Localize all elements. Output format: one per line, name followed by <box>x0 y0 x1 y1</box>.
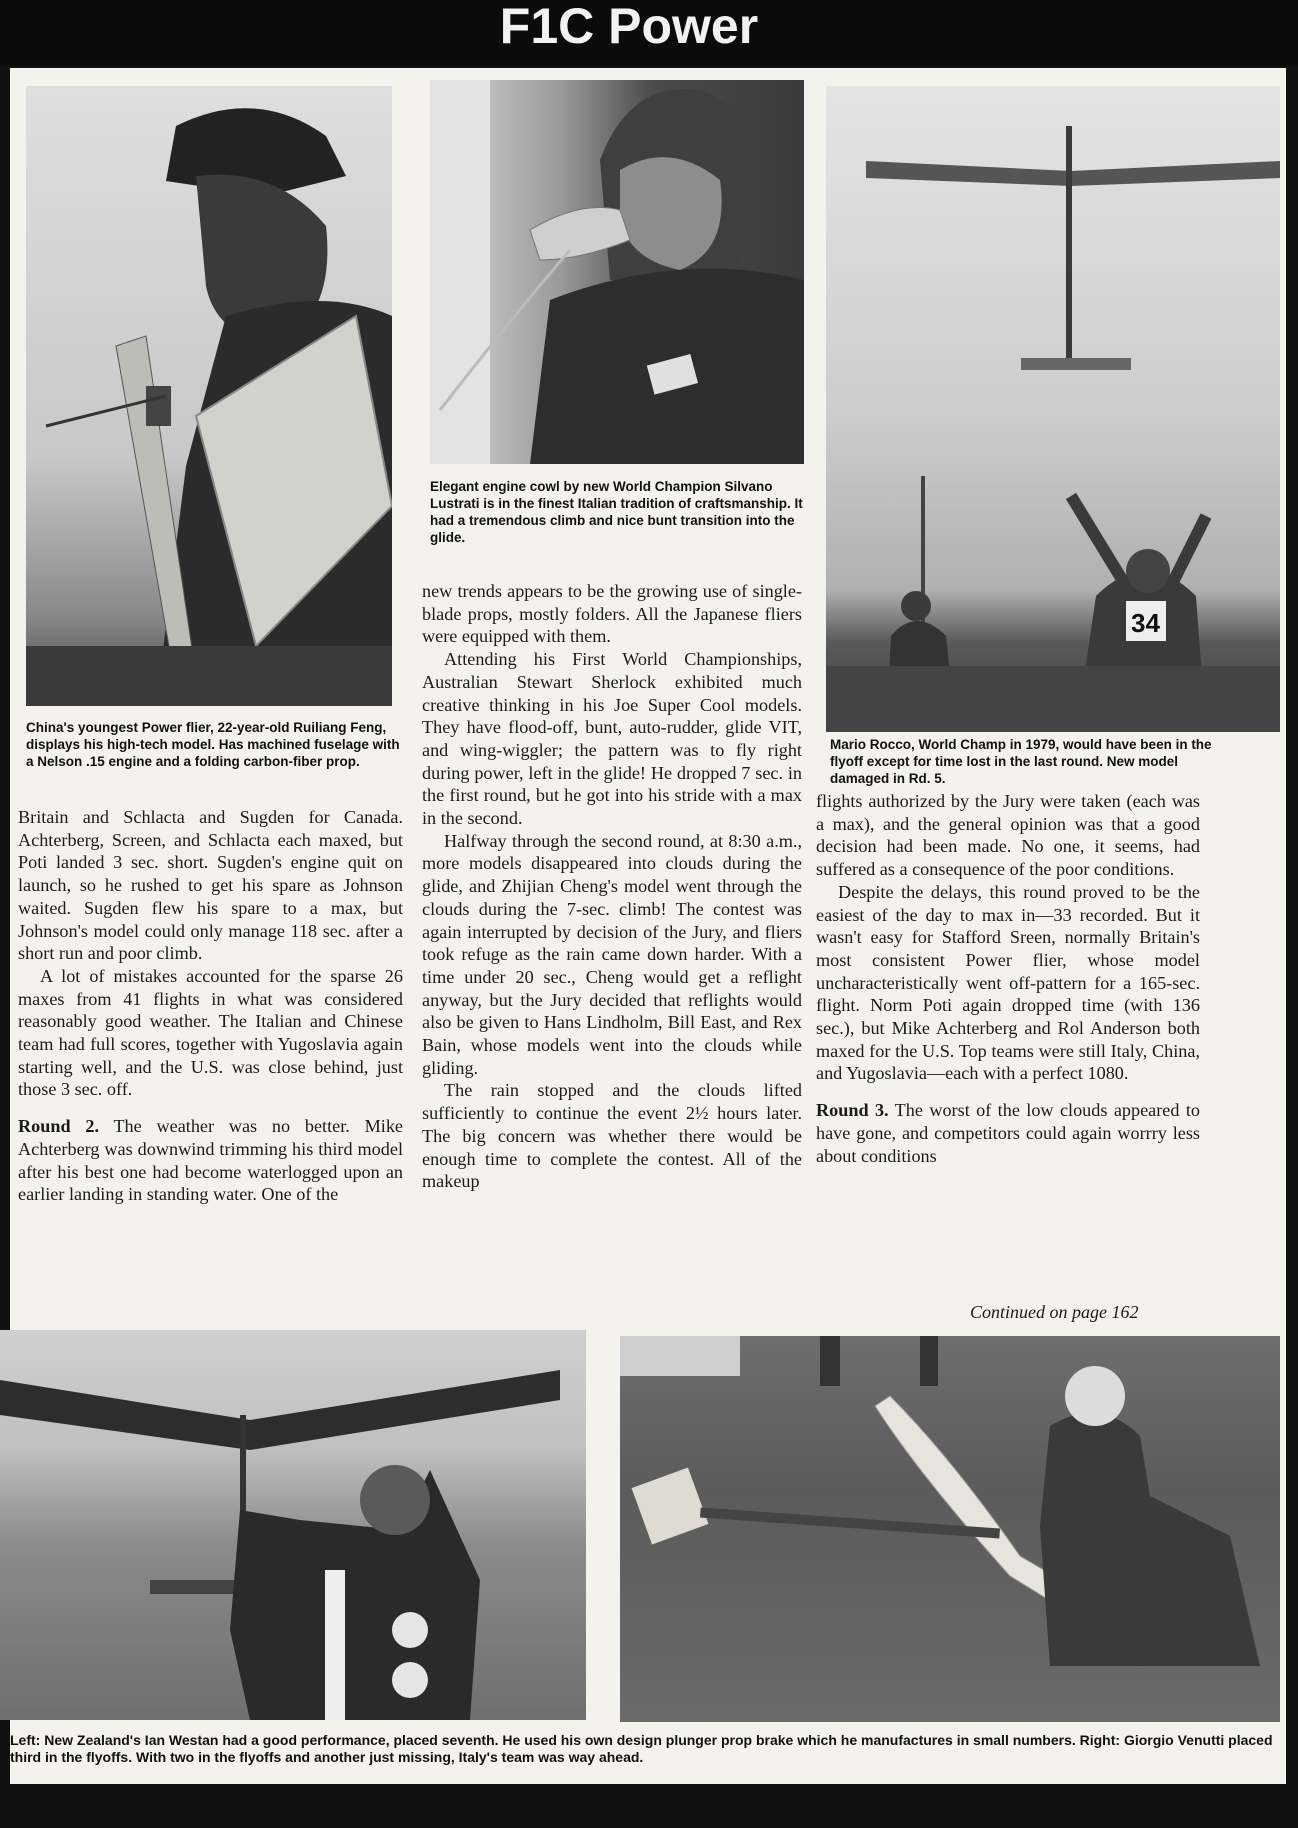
article-column-2 <box>422 580 802 1193</box>
article-column-1 <box>18 806 403 1206</box>
paragraph: Attending his First World Championships, Australian Stewart Sherlock exhibited much creative thinking in his Joe Super Cool models. They have flood-off, bunt, auto-rudder, glide VIT, and wing-wiggler; the pattern was to fly right during power, left in the glide! He dropped 7 sec. in the first round, but he got into his stride with a max in the second. <box>422 649 802 829</box>
paragraph-round-2 <box>18 1115 403 1206</box>
paragraph: flights authorized by the Jury were taken (each was a max), and the general opinion was that a good decision had been made. No one, it seems, had suffered as a consequence of the poor conditions. <box>816 791 1200 880</box>
paragraph: Britain and Schlacta and Sugden for Canada. Achterberg, Screen, and Schlacta each maxed, but Poti landed 3 sec. short. Sugden's engine quit on launch, so he rushed to get his spare as Johnson waited. Sugden flew his spare to a max, but Johnson's model could only manage 118 sec. after a short run and poor climb. <box>18 807 403 964</box>
subhead-round-2: Round 2. <box>18 1116 99 1137</box>
photo-feng <box>26 86 392 706</box>
paragraph: Halfway through the second round, at 8:30 a.m., more models disappeared into clouds during the glide, and Zhijian Cheng's model went through the clouds during the 7-sec. climb! The contest was again interrupted by decision of the Jury, and fliers took refuge as the rain came down harder. With a time under 20 sec., Cheng would get a reflight anyway, but the Jury decided that reflights would also be given to Hans Lindholm, Bill East, and Rex Bain, whose models went into the clouds while gliding. <box>422 830 802 1078</box>
photo-westan <box>0 1330 586 1720</box>
photo-venutti <box>620 1336 1280 1722</box>
magazine-page <box>10 68 1286 1827</box>
page-header <box>0 0 1298 66</box>
photo-rocco <box>826 86 1280 732</box>
bib-number: 34 <box>1131 608 1160 638</box>
caption-bottom: Left: New Zealand's Ian Westan had a good performance, placed seventh. He used his own design plunger prop brake which he manufactures in small numbers. Right: Giorgio Venutti placed third in the flyoffs. With two in the flyoffs and another just missing, Italy's team was way ahead. <box>10 1732 1273 1765</box>
paragraph: new trends appears to be the growing use of single-blade props, mostly folders. All the Japanese fliers were equipped with them. <box>422 581 802 647</box>
paragraph-round-3 <box>816 1099 1200 1167</box>
caption-lustrati: Elegant engine cowl by new World Champion Silvano Lustrati is in the finest Italian tradition of craftsmanship. It had a tremendous climb and nice bunt transition into the glide. <box>430 479 803 545</box>
page-number: 69 <box>1128 1800 1156 1827</box>
section-title: F1C Power <box>499 0 759 54</box>
page-footer <box>973 1800 1155 1828</box>
article-column-3 <box>816 790 1200 1167</box>
paragraph-text: The weather was no better. Mike Achterberg was downwind trimming his third model after his best one had become waterlogged upon an earlier landing in standing water. One of the <box>18 1116 403 1205</box>
subhead-round-3: Round 3. <box>816 1100 889 1121</box>
paragraph: Despite the delays, this round proved to be the easiest of the day to max in—33 recorded. But it wasn't easy for Stafford Sreen, normally Britain's most consistent Power flier, whose model uncharacteristically went off-pattern for a 165-sec. flight. Norm Poti again dropped time (with 136 sec.), but Mike Achterberg and Rol Anderson both maxed for the U.S. Top teams were still Italy, China, and Yugoslavia—each with a perfect 1080. <box>816 881 1200 1084</box>
paragraph-text: The worst of the low clouds appeared to have gone, and competitors could again worrry less about conditions <box>816 1100 1200 1166</box>
issue-date: January 1984 <box>973 1800 1119 1827</box>
caption-feng: China's youngest Power flier, 22-year-old Ruiliang Feng, displays his high-tech model. Has machined fuselage with a Nelson .15 engine and a folding carbon-fiber prop. <box>26 720 400 769</box>
photo-lustrati <box>430 80 804 464</box>
paragraph: The rain stopped and the clouds lifted sufficiently to continue the event 2½ hours later. The big concern was whether there would be enough time to complete the contest. All of the makeup <box>422 1080 802 1192</box>
paragraph: A lot of mistakes accounted for the sparse 26 maxes from 41 flights in what was considered reasonably good weather. The Italian and Chinese team had full scores, together with Yugoslavia again starting well, and the U.S. was close behind, just those 3 sec. off. <box>18 965 403 1100</box>
caption-rocco: Mario Rocco, World Champ in 1979, would have been in the flyoff except for time lost in the last round. New model damaged in Rd. 5. <box>830 737 1212 786</box>
continued-note: Continued on page 162 <box>970 1302 1139 1322</box>
